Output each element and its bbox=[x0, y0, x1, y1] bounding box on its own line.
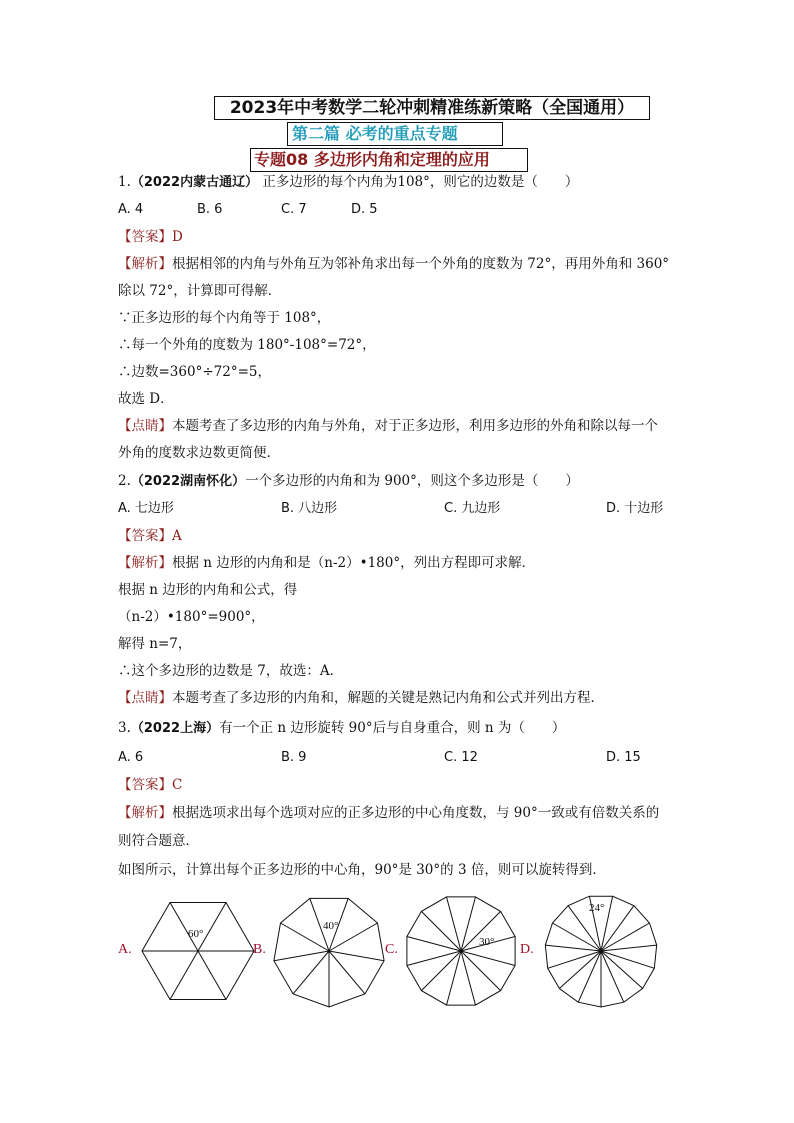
q1-comment-line-1 bbox=[118, 416, 658, 436]
central-angle-label: 24° bbox=[589, 902, 605, 914]
radius-line bbox=[461, 951, 476, 1005]
figure-hexagon bbox=[136, 893, 260, 1009]
analysis-text: 根据选项求出每个选项对应的正多边形的中心角度数，与 90°一致或有倍数关系的 bbox=[172, 805, 660, 821]
q1-step-3: ∴边数=360°÷72°=5， bbox=[118, 364, 271, 380]
central-angle-label: 60° bbox=[188, 928, 204, 940]
q1-comment-line-2: 外角的度数求边数更简便． bbox=[118, 445, 280, 461]
q2-step-1: 根据 n 边形的内角和公式，得 bbox=[118, 582, 298, 598]
q3-step-1: 如图所示，计算出每个正多边形的中心角，90°是 30°的 3 倍，则可以旋转得到． bbox=[118, 862, 606, 878]
analysis-tag: 【解析】 bbox=[118, 256, 172, 272]
q2-option-d: D. 十边形 bbox=[606, 501, 664, 516]
q2-step-3: 解得 n=7， bbox=[118, 636, 192, 652]
radius-line bbox=[559, 951, 601, 989]
radius-line bbox=[461, 951, 501, 991]
comment-tag: 【点睛】 bbox=[118, 418, 172, 434]
radius-line bbox=[461, 897, 476, 951]
q2-comment-line-1 bbox=[118, 688, 604, 708]
radius-line bbox=[329, 951, 365, 994]
central-angle-label: 30° bbox=[479, 936, 495, 948]
answer-tag: 【答案】 bbox=[118, 777, 172, 793]
comment-text: 本题考查了多边形的内角和，解题的关键是熟记内角和公式并列出方程． bbox=[172, 690, 604, 706]
radius-line bbox=[198, 951, 226, 1000]
question-2-stem bbox=[118, 471, 579, 492]
radius-line bbox=[447, 951, 462, 1005]
radius-line bbox=[461, 951, 515, 966]
question-3-stem bbox=[118, 718, 565, 739]
answer-tag: 【答案】 bbox=[118, 229, 172, 245]
question-source: （2022内蒙古通辽） bbox=[130, 175, 259, 190]
q2-analysis-line-1 bbox=[118, 553, 535, 573]
part-heading: 第二篇 必考的重点专题 bbox=[287, 122, 503, 146]
q2-option-c: C. 九边形 bbox=[444, 501, 501, 516]
radius-line bbox=[170, 951, 198, 1000]
radius-line bbox=[601, 951, 654, 968]
q1-option-a: A. 4 bbox=[118, 202, 144, 217]
q3-option-c: C. 12 bbox=[444, 750, 478, 765]
q3-option-a: A. 6 bbox=[118, 750, 144, 765]
figure-nonagon bbox=[267, 893, 391, 1009]
radius-line bbox=[170, 903, 198, 952]
q2-answer bbox=[118, 526, 182, 546]
radius-line bbox=[421, 911, 461, 951]
question-text: 一个多边形的内角和为 900°，则这个多边形是（ ） bbox=[245, 473, 579, 489]
question-number: 1. bbox=[118, 174, 131, 190]
comment-tag: 【点睛】 bbox=[118, 690, 172, 706]
answer-value: C bbox=[172, 777, 183, 793]
figure-label-b: B. bbox=[253, 942, 266, 957]
q3-analysis-line-2: 则符合题意． bbox=[118, 833, 199, 849]
question-source: （2022湖南怀化） bbox=[130, 474, 246, 489]
answer-tag: 【答案】 bbox=[118, 528, 172, 544]
analysis-text: 根据相邻的内角与外角互为邻补角求出每一个外角的度数为 72°，再用外角和 360° bbox=[172, 256, 670, 272]
analysis-tag: 【解析】 bbox=[118, 555, 172, 571]
figure-pentadecagon bbox=[539, 893, 663, 1009]
q1-answer bbox=[118, 227, 183, 247]
radius-line bbox=[601, 951, 624, 1002]
q3-analysis-line-1 bbox=[118, 803, 659, 823]
document-title: 2023年中考数学二轮冲刺精准练新策略（全国通用） bbox=[214, 96, 650, 120]
figure-label-a: A. bbox=[118, 942, 132, 957]
question-number: 2. bbox=[118, 473, 131, 489]
radius-line bbox=[198, 903, 226, 952]
figure-label-c: C. bbox=[385, 942, 398, 957]
q2-step-4: ∴这个多边形的边数是 7，故选：A． bbox=[118, 663, 344, 679]
radius-line bbox=[548, 951, 601, 968]
answer-value: D bbox=[172, 229, 183, 245]
radius-line bbox=[281, 923, 330, 951]
topic-heading: 专题08 多边形内角和定理的应用 bbox=[250, 148, 528, 172]
comment-text: 本题考查了多边形的内角与外角，对于正多边形，利用多边形的外角和除以每一个 bbox=[172, 418, 658, 434]
q3-option-d: D. 15 bbox=[606, 750, 641, 765]
radius-line bbox=[421, 951, 461, 991]
figure-label-d: D. bbox=[520, 942, 534, 957]
q1-option-d: D. 5 bbox=[351, 202, 378, 217]
q3-option-b: B. 9 bbox=[281, 750, 307, 765]
q1-step-4: 故选 D． bbox=[118, 391, 174, 407]
q1-step-2: ∴每一个外角的度数为 180°-108°=72°， bbox=[118, 337, 376, 353]
q2-step-2: （n-2）•180°=900°， bbox=[118, 609, 265, 625]
radius-line bbox=[407, 951, 461, 966]
central-angle-label: 40° bbox=[323, 920, 339, 932]
q1-analysis-line-1 bbox=[118, 254, 669, 274]
q1-analysis-line-2: 除以 72°，计算即可得解． bbox=[118, 283, 282, 299]
answer-value: A bbox=[172, 528, 182, 544]
radius-line bbox=[578, 951, 601, 1002]
radius-line bbox=[407, 937, 461, 952]
question-source: （2022上海） bbox=[130, 721, 220, 736]
question-text: 有一个正 n 边形旋转 90°后与自身重合，则 n 为（ ） bbox=[219, 720, 566, 736]
radius-line bbox=[293, 951, 329, 994]
figure-dodecagon bbox=[399, 893, 523, 1009]
analysis-tag: 【解析】 bbox=[118, 805, 172, 821]
q1-step-1: ∵正多边形的每个内角等于 108°， bbox=[118, 310, 331, 326]
q1-option-c: C. 7 bbox=[281, 202, 307, 217]
q1-option-b: B. 6 bbox=[197, 202, 223, 217]
question-text: 正多边形的每个内角为108°，则它的边数是（ ） bbox=[262, 174, 579, 190]
radius-line bbox=[447, 897, 462, 951]
radius-line bbox=[274, 951, 329, 961]
radius-line bbox=[601, 951, 643, 989]
radius-line bbox=[329, 951, 384, 961]
question-number: 3. bbox=[118, 720, 131, 736]
question-1-stem bbox=[118, 172, 578, 193]
q2-option-b: B. 八边形 bbox=[281, 501, 338, 516]
q3-answer bbox=[118, 775, 182, 795]
q2-option-a: A. 七边形 bbox=[118, 501, 174, 516]
analysis-text: 根据 n 边形的内角和是（n-2）•180°，列出方程即可求解． bbox=[172, 555, 536, 571]
